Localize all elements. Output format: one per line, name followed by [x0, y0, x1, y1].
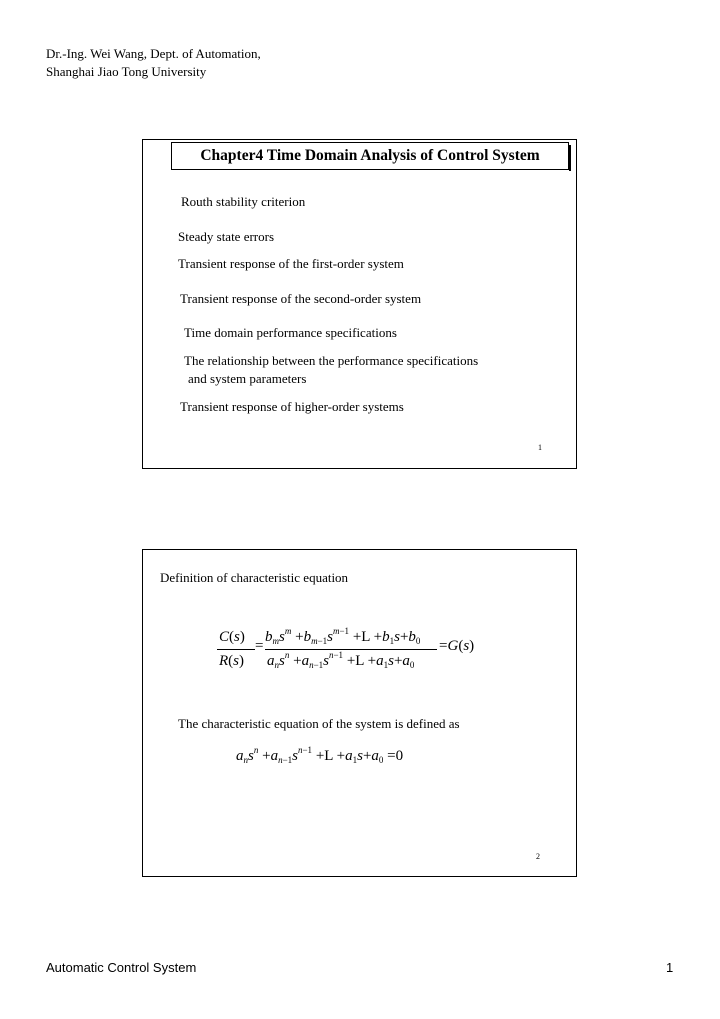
slide-heading: Definition of characteristic equation	[160, 570, 349, 585]
eq-numerator-right: $b_ms^m +b_{m-1}s^{m-1} +L +b_1s+b_0$	[265, 626, 421, 646]
eq-gs: =G(s)	[439, 638, 475, 654]
topic-second-order: Transient response of the second-order system	[180, 291, 422, 306]
eq-denominator-right: $a_ns^n +a_{n-1}s^{n-1} +L +a_1s+a_0$	[267, 650, 415, 670]
footer-page-number: 1	[666, 960, 674, 975]
header-author-line: Dr.-Ing. Wei Wang, Dept. of Automation,	[46, 46, 261, 61]
title-box-shadow	[569, 145, 571, 171]
topic-higher-order: Transient response of higher-order systems	[180, 399, 404, 414]
topic-relationship: The relationship between the performance specifications	[184, 353, 479, 368]
topic-performance-specs: Time domain performance specifications	[184, 325, 397, 340]
slide-title: Chapter4 Time Domain Analysis of Control System	[200, 147, 540, 164]
slide-page-number: 1	[538, 443, 542, 452]
topic-routh: Routh stability criterion	[181, 194, 306, 209]
header-university-line: Shanghai Jiao Tong University	[46, 64, 207, 79]
eq-numerator-left: C(s)	[219, 629, 245, 645]
fraction-bar-right	[265, 649, 437, 650]
fraction-bar-left	[217, 649, 255, 650]
characteristic-equation: $a_ns^n +a_{n-1}s^{n-1} +L +a_1s+a_0 =0$	[236, 745, 404, 765]
characteristic-sentence: The characteristic equation of the system is defined as	[178, 716, 460, 731]
eq-equals-1: =	[255, 638, 264, 654]
eq-denominator-left: R(s)	[219, 653, 245, 669]
topic-steady-state: Steady state errors	[178, 229, 275, 244]
topic-first-order: Transient response of the first-order system	[178, 256, 404, 271]
slide-title-box	[171, 142, 569, 170]
footer-course-title: Automatic Control System	[46, 960, 197, 975]
slide-page-number: 2	[536, 852, 540, 861]
slide-1	[142, 139, 577, 469]
topic-relationship-cont: and system parameters	[188, 371, 307, 386]
slide-2	[142, 549, 577, 877]
